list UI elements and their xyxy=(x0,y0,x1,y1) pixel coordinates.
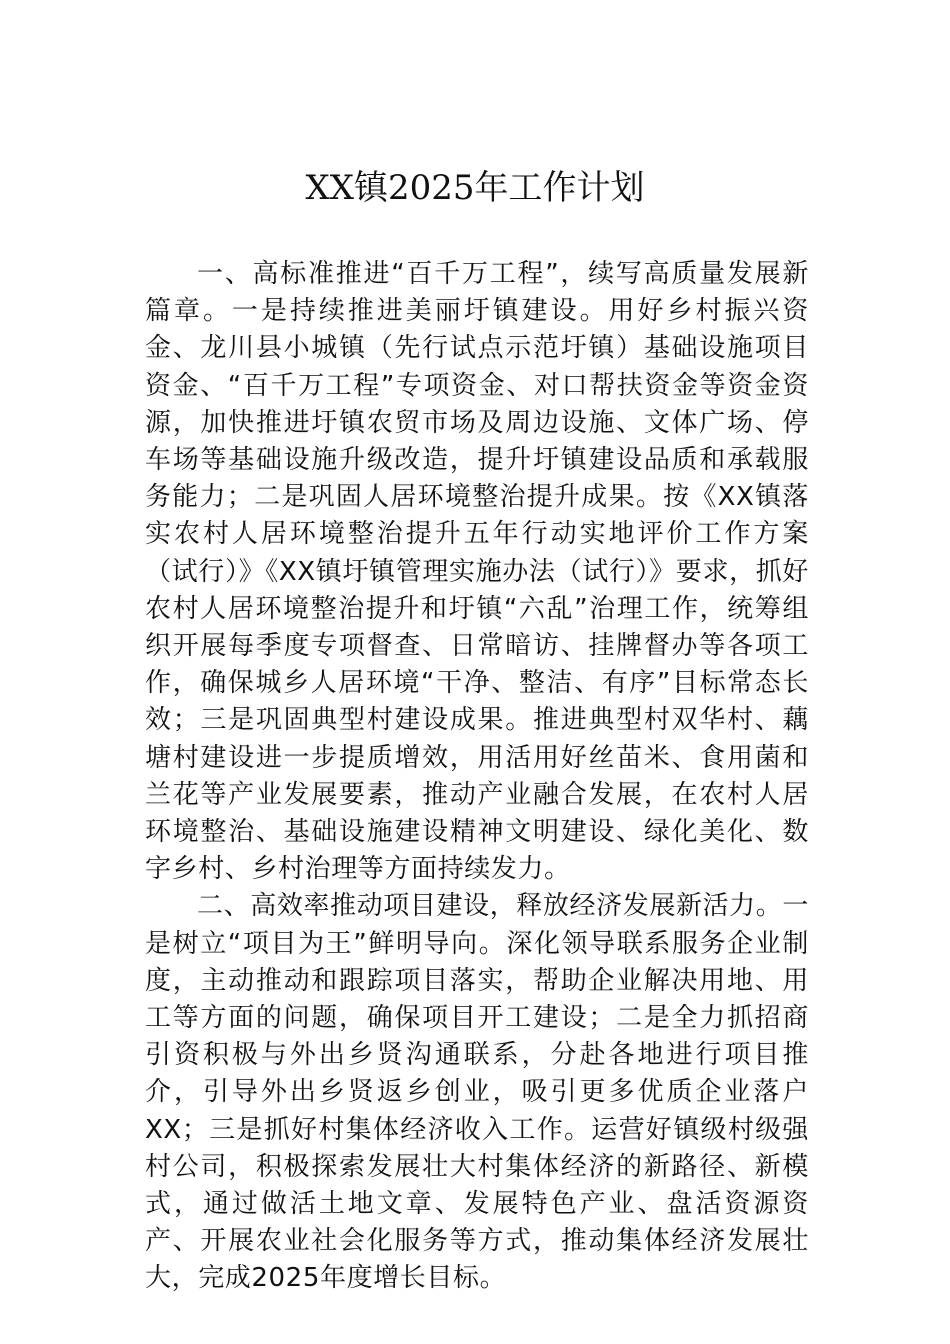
document-body xyxy=(145,256,809,1298)
document-title: XX镇2025年工作计划 xyxy=(305,168,645,208)
paragraph-1: 一、高标准推进“百千万工程”，续写高质量发展新篇章。一是持续推进美丽圩镇建设。用好乡村振兴资金、龙川县小城镇（先行试点示范圩镇）基础设施项目资金、“百千万工程”专项资金、对口帮扶资金等资金资源，加快推进圩镇农贸市场及周边设施、文体广场、停车场等基础设施升级改造，提升圩镇建设品质和承载服务能力；二是巩固人居环境整治提升成果。按《XX镇落实农村人居环境整治提升五年行动实地评价工作方案（试行）》《XX镇圩镇管理实施办法（试行）》要求，抓好农村人居环境整治提升和圩镇“六乱”治理工作，统筹组织开展每季度专项督查、日常暗访、挂牌督办等各项工作，确保城乡人居环境“干净、整洁、有序”目标常态长效；三是巩固典型村建设成果。推进典型村双华村、藕塘村建设进一步提质增效，用活用好丝苗米、食用菌和兰花等产业发展要素，推动产业融合发展，在农村人居环境整治、基础设施建设精神文明建设、绿化美化、数字乡村、乡村治理等方面持续发力。 xyxy=(145,259,809,885)
paragraph-2: 二、高效率推动项目建设，释放经济发展新活力。一是树立“项目为王”鲜明导向。深化领导联系服务企业制度，主动推动和跟踪项目落实，帮助企业解决用地、用工等方面的问题，确保项目开工建设；二是全力抓招商引资积极与外出乡贤沟通联系，分赴各地进行项目推介，引导外出乡贤返乡创业，吸引更多优质企业落户XX；三是抓好村集体经济收入工作。运营好镇级村级强村公司，积极探索发展壮大村集体经济的新路径、新模式，通过做活土地文章、发展特色产业、盘活资源资产、开展农业社会化服务等方式，推动集体经济发展壮大，完成2025年度增长目标。 xyxy=(145,891,809,1294)
